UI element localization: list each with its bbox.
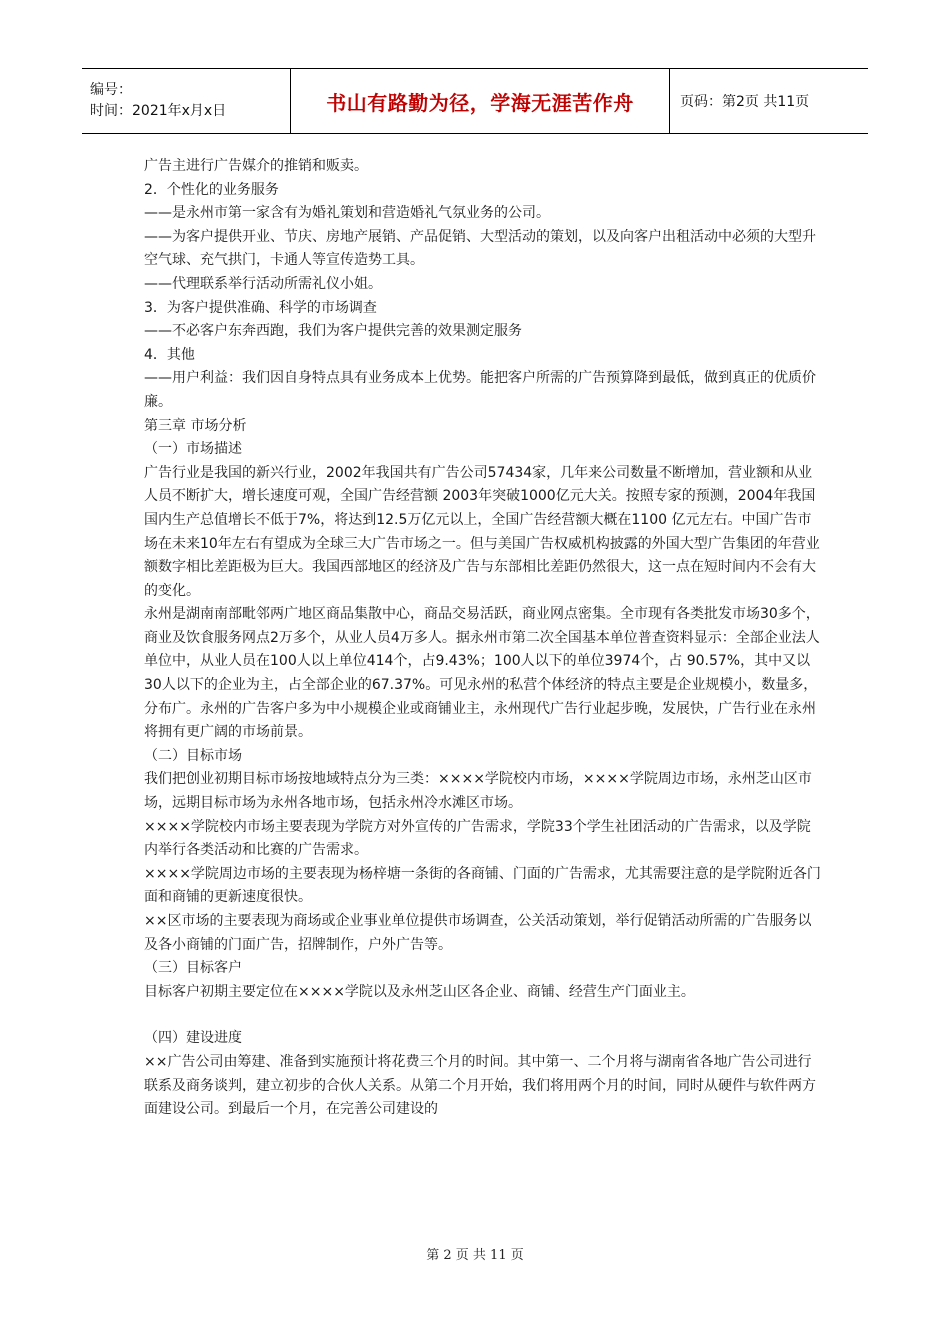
paragraph: 永州是湖南南部毗邻两广地区商品集散中心，商品交易活跃，商业网点密集。全市现有各类批发市场30多个，商业及饮食服务网点2万多个，从业人员4万多人。据永州市第二次全国基本单位普查资料显示：全部企业法人单位中，从业人员在100人以上单位414个，占9.43%；100人以下的单位3974个，占 90.57%，其中又以30人以下的企业为主，占全部企业的67.37%。可见永州的私营个体经济的特点主要是企业规模小，数量多，分布广。永州的广告客户多为中小规模企业或商铺业主，永州现代广告行业起步晚，发展快，广告行业在永州将拥有更广阔的市场前景。	[144, 606, 820, 741]
subsection-heading: （四）建设进度	[144, 1030, 242, 1047]
section-heading: 3．为客户提供准确、科学的市场调查	[144, 299, 377, 316]
paragraph: ——不必客户东奔西跑，我们为客户提供完善的效果测定服务	[144, 323, 522, 340]
paragraph: ——是永州市第一家含有为婚礼策划和营造婚礼气氛业务的公司。	[144, 205, 550, 222]
page-header	[82, 68, 868, 134]
document-date: 时间：2021年x月x日	[90, 103, 227, 119]
paragraph: 广告行业是我国的新兴行业，2002年我国共有广告公司57434家，几年来公司数量不断增加，营业额和从业人员不断扩大，增长速度可观，全国广告经营额 2003年突破1000亿元大关。按照专家的预测，2004年我国国内生产总值增长不低于7%，将达到12.5万亿元以上，全国广告经营额大概在1100 亿元左右。中国广告市场在未来10年左右有望成为全球三大广告市场之一。但与美国广告权威机构披露的外国大型广告集团的年营业额数字相比差距极为巨大。我国西部地区的经济及广告与东部相比差距仍然很大，这一点在短时间内不会有大的变化。	[144, 464, 820, 599]
document-body	[144, 155, 824, 1122]
section-heading: 2．个性化的业务服务	[144, 181, 279, 198]
paragraph: ××广告公司由筹建、准备到实施预计将花费三个月的时间。其中第一、二个月将与湖南省各地广告公司进行联系及商务谈判，建立初步的合伙人关系。从第二个月开始，我们将用两个月的时间，同时从硬件与软件两方面建设公司。到最后一个月，在完善公司建设的	[144, 1053, 816, 1118]
subsection-heading: （三）目标客户	[144, 960, 242, 977]
header-meta	[82, 69, 290, 133]
paragraph: 我们把创业初期目标市场按地域特点分为三类：××××学院校内市场，××××学院周边市场，永州芝山区市场，远期目标市场为永州各地市场，包括永州冷水滩区市场。	[144, 771, 812, 812]
header-motto: 书山有路勤为径，学海无涯苦作舟	[290, 69, 670, 133]
chapter-heading: 第三章 市场分析	[144, 417, 247, 434]
paragraph: ××区市场的主要表现为商场或企业事业单位提供市场调查，公关活动策划，举行促销活动所需的广告服务以及各小商铺的门面广告，招牌制作，户外广告等。	[144, 913, 812, 953]
subsection-heading: （二）目标市场	[144, 747, 242, 764]
paragraph: ——用户利益：我们因自身特点具有业务成本上优势。能把客户所需的广告预算降到最低，做到真正的优质价廉。	[144, 370, 816, 410]
paragraph: 广告主进行广告媒介的推销和贩卖。	[144, 158, 368, 174]
paragraph: ××××学院周边市场的主要表现为杨梓塘一条街的各商铺、门面的广告需求，尤其需要注意的是学院附近各门面和商铺的更新速度很快。	[144, 865, 821, 906]
header-page-info: 页码：第2页 共11页	[680, 94, 810, 110]
paragraph: 目标客户初期主要定位在××××学院以及永州芝山区各企业、商铺、经营生产门面业主。	[144, 983, 695, 1000]
section-heading: 4．其他	[144, 346, 195, 363]
page-footer: 第 2 页 共 11 页	[426, 1248, 524, 1263]
paragraph: ——为客户提供开业、节庆、房地产展销、产品促销、大型活动的策划，以及向客户出租活动中必须的大型升空气球、充气拱门，卡通人等宣传造势工具。	[144, 228, 816, 269]
document-number-label: 编号：	[90, 82, 132, 98]
subsection-heading: （一）市场描述	[144, 441, 242, 458]
paragraph: ××××学院校内市场主要表现为学院方对外宣传的广告需求，学院33个学生社团活动的广告需求，以及学院内举行各类活动和比赛的广告需求。	[144, 818, 811, 859]
paragraph: ——代理联系举行活动所需礼仪小姐。	[144, 275, 382, 292]
